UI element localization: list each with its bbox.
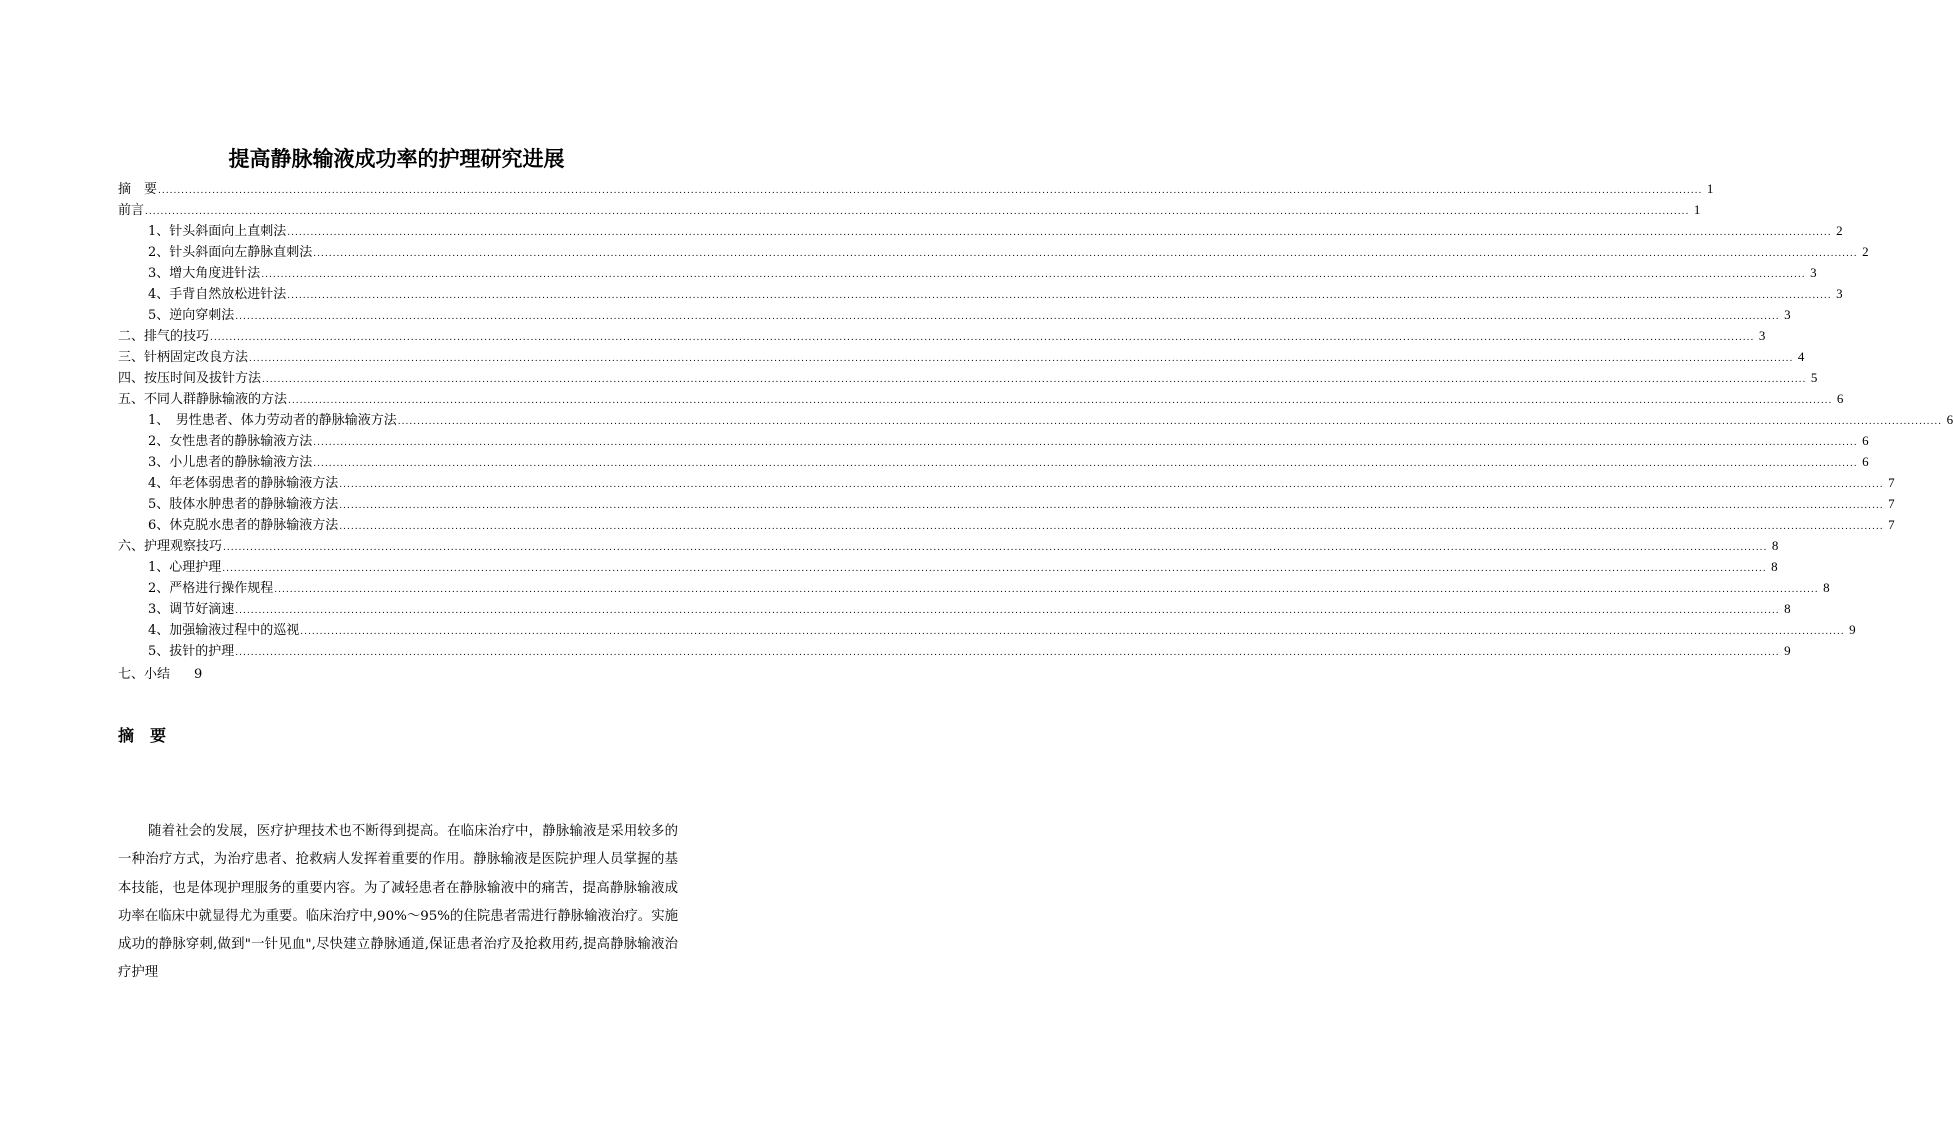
toc-dot-leader: ................................................................................................................................................................................................................................................................................................................................................................................................................ bbox=[210, 333, 1755, 343]
toc-entry-label: 5、逆向穿刺法 bbox=[148, 308, 235, 323]
toc-entry-label: 三、针柄固定改良方法 bbox=[118, 350, 249, 365]
toc-entry-label: 1、 男性患者、体力劳动者的静脉输液方法 bbox=[148, 413, 397, 428]
toc-entry[interactable] bbox=[118, 619, 1856, 640]
toc-entry-label: 3、小儿患者的静脉输液方法 bbox=[148, 455, 313, 470]
toc-entry[interactable] bbox=[118, 241, 1869, 262]
toc-entry[interactable] bbox=[118, 514, 1895, 535]
toc-entry-page: 8 bbox=[1771, 538, 1779, 553]
toc-entry-page: 5 bbox=[1810, 370, 1818, 385]
toc-dot-leader: ................................................................................................................................................................................................................................................................................................................................................................................................................ bbox=[313, 438, 1858, 448]
toc-entry-label: 五、不同人群静脉输液的方法 bbox=[118, 392, 288, 407]
toc-entry[interactable] bbox=[118, 409, 1953, 430]
toc-entry-page: 1 bbox=[1693, 202, 1701, 217]
table-of-contents bbox=[118, 178, 1953, 661]
toc-entry-label: 四、按压时间及拔针方法 bbox=[118, 371, 262, 386]
toc-dot-leader: ................................................................................................................................................................................................................................................................................................................................................................................................................ bbox=[313, 459, 1858, 469]
toc-entry[interactable] bbox=[118, 220, 1843, 241]
toc-entry[interactable] bbox=[118, 346, 1805, 367]
abstract-paragraph: 随着社会的发展，医疗护理技术也不断得到提高。在临床治疗中，静脉输液是采用较多的一种治疗方式，为治疗患者、抢救病人发挥着重要的作用。静脉输液是医院护理人员掌握的基本技能，也是体现护理服务的重要内容。为了减轻患者在静脉输液中的痛苦，提高静脉输液成功率在临床中就显得尤为重要。临床治疗中,90%～95%的住院患者需进行静脉输液治疗。实施成功的静脉穿刺,做到"一针见血",尽快建立静脉通道,保证患者治疗及抢救用药,提高静脉输液治疗护理 bbox=[118, 824, 678, 981]
toc-entry-page: 8 bbox=[1823, 580, 1830, 595]
toc-entry[interactable] bbox=[118, 283, 1843, 304]
toc-entry-label: 4、加强输液过程中的巡视 bbox=[148, 623, 300, 638]
toc-dot-leader: ................................................................................................................................................................................................................................................................................................................................................................................................................ bbox=[288, 396, 1833, 406]
toc-entry-page: 7 bbox=[1888, 475, 1895, 490]
toc-entry-page: 3 bbox=[1836, 286, 1843, 301]
document-title: 提高静脉输液成功率的护理研究进展 bbox=[228, 147, 565, 171]
toc-entry-label: 2、严格进行操作规程 bbox=[148, 581, 274, 596]
toc-entry-label: 六、护理观察技巧 bbox=[118, 539, 223, 554]
toc-dot-leader: ................................................................................................................................................................................................................................................................................................................................................................................................................ bbox=[249, 354, 1794, 364]
toc-dot-leader: ................................................................................................................................................................................................................................................................................................................................................................................................................ bbox=[339, 522, 1884, 532]
toc-entry[interactable] bbox=[118, 472, 1895, 493]
toc-entry-page: 2 bbox=[1862, 244, 1869, 259]
toc-dot-leader: ................................................................................................................................................................................................................................................................................................................................................................................................................ bbox=[287, 291, 1832, 301]
toc-entry-page: 8 bbox=[1771, 559, 1778, 574]
toc-dot-leader: ................................................................................................................................................................................................................................................................................................................................................................................................................ bbox=[339, 480, 1884, 490]
toc-entry-label: 4、手背自然放松进针法 bbox=[148, 287, 287, 302]
toc-entry[interactable] bbox=[118, 367, 1818, 388]
toc-entry-label: 七、小结 bbox=[118, 667, 171, 682]
toc-entry-label: 6、休克脱水患者的静脉输液方法 bbox=[148, 518, 339, 533]
toc-entry-page: 9 bbox=[194, 667, 203, 682]
toc-entry[interactable] bbox=[118, 598, 1791, 619]
toc-entry[interactable] bbox=[118, 556, 1778, 577]
toc-dot-leader: ................................................................................................................................................................................................................................................................................................................................................................................................................ bbox=[262, 375, 1807, 385]
toc-entry-page: 4 bbox=[1797, 349, 1805, 364]
toc-dot-leader: ................................................................................................................................................................................................................................................................................................................................................................................................................ bbox=[235, 606, 1780, 616]
toc-entry[interactable] bbox=[118, 325, 1766, 346]
toc-entry[interactable] bbox=[118, 577, 1830, 598]
toc-entry-label: 1、针头斜面向上直刺法 bbox=[148, 224, 287, 239]
toc-dot-leader: ................................................................................................................................................................................................................................................................................................................................................................................................................ bbox=[235, 648, 1780, 658]
toc-entry-label: 1、心理护理 bbox=[148, 560, 222, 575]
section-heading-abstract: 摘 要 bbox=[118, 726, 167, 745]
toc-entry[interactable] bbox=[118, 178, 1714, 199]
toc-entry-page: 3 bbox=[1758, 328, 1766, 343]
toc-dot-leader: ................................................................................................................................................................................................................................................................................................................................................................................................................ bbox=[145, 207, 1690, 217]
toc-entry-page: 9 bbox=[1784, 643, 1791, 658]
toc-dot-leader: ................................................................................................................................................................................................................................................................................................................................................................................................................ bbox=[158, 186, 1703, 196]
toc-entry-label: 2、女性患者的静脉输液方法 bbox=[148, 434, 313, 449]
toc-dot-leader: ................................................................................................................................................................................................................................................................................................................................................................................................................ bbox=[300, 627, 1845, 637]
toc-entry-page: 6 bbox=[1862, 433, 1869, 448]
toc-entry-label: 3、调节好滴速 bbox=[148, 602, 235, 617]
toc-dot-leader: ................................................................................................................................................................................................................................................................................................................................................................................................................ bbox=[274, 585, 1819, 595]
toc-dot-leader: ................................................................................................................................................................................................................................................................................................................................................................................................................ bbox=[313, 249, 1858, 259]
toc-entry[interactable] bbox=[118, 388, 1844, 409]
toc-entry-page: 6 bbox=[1862, 454, 1869, 469]
toc-entry-page: 9 bbox=[1849, 622, 1856, 637]
toc-entry-label: 二、排气的技巧 bbox=[118, 329, 210, 344]
toc-dot-leader: ................................................................................................................................................................................................................................................................................................................................................................................................................ bbox=[222, 564, 1767, 574]
toc-entry-page: 3 bbox=[1810, 265, 1817, 280]
toc-entry[interactable] bbox=[118, 430, 1869, 451]
toc-dot-leader: ................................................................................................................................................................................................................................................................................................................................................................................................................ bbox=[339, 501, 1884, 511]
toc-dot-leader: ................................................................................................................................................................................................................................................................................................................................................................................................................ bbox=[223, 543, 1768, 553]
toc-entry-page: 7 bbox=[1888, 517, 1895, 532]
toc-entry-label: 5、肢体水肿患者的静脉输液方法 bbox=[148, 497, 339, 512]
toc-entry-page: 3 bbox=[1784, 307, 1791, 322]
toc-entry-page: 6 bbox=[1946, 412, 1953, 427]
toc-dot-leader: ................................................................................................................................................................................................................................................................................................................................................................................................................ bbox=[397, 417, 1943, 427]
toc-entry-summary[interactable] bbox=[118, 664, 202, 685]
toc-entry-label: 5、拔针的护理 bbox=[148, 644, 235, 659]
toc-entry-label: 2、针头斜面向左静脉直刺法 bbox=[148, 245, 313, 260]
toc-entry-page: 1 bbox=[1706, 181, 1714, 196]
toc-entry[interactable] bbox=[118, 304, 1791, 325]
toc-entry-label: 前言 bbox=[118, 203, 145, 218]
toc-entry-page: 6 bbox=[1836, 391, 1844, 406]
toc-dot-leader: ................................................................................................................................................................................................................................................................................................................................................................................................................ bbox=[287, 228, 1832, 238]
toc-entry[interactable] bbox=[118, 262, 1817, 283]
toc-entry[interactable] bbox=[118, 199, 1701, 220]
toc-entry[interactable] bbox=[118, 535, 1779, 556]
toc-entry-label: 4、年老体弱患者的静脉输液方法 bbox=[148, 476, 339, 491]
toc-entry-label: 3、增大角度进针法 bbox=[148, 266, 261, 281]
toc-entry-page: 7 bbox=[1888, 496, 1895, 511]
toc-entry-page: 2 bbox=[1836, 223, 1843, 238]
toc-entry[interactable] bbox=[118, 451, 1869, 472]
toc-dot-leader: ................................................................................................................................................................................................................................................................................................................................................................................................................ bbox=[261, 270, 1806, 280]
toc-entry-label: 摘 要 bbox=[118, 182, 158, 197]
toc-dot-leader: ................................................................................................................................................................................................................................................................................................................................................................................................................ bbox=[235, 312, 1780, 322]
toc-entry[interactable] bbox=[118, 640, 1791, 661]
toc-entry[interactable] bbox=[118, 493, 1895, 514]
toc-entry-page: 8 bbox=[1784, 601, 1791, 616]
